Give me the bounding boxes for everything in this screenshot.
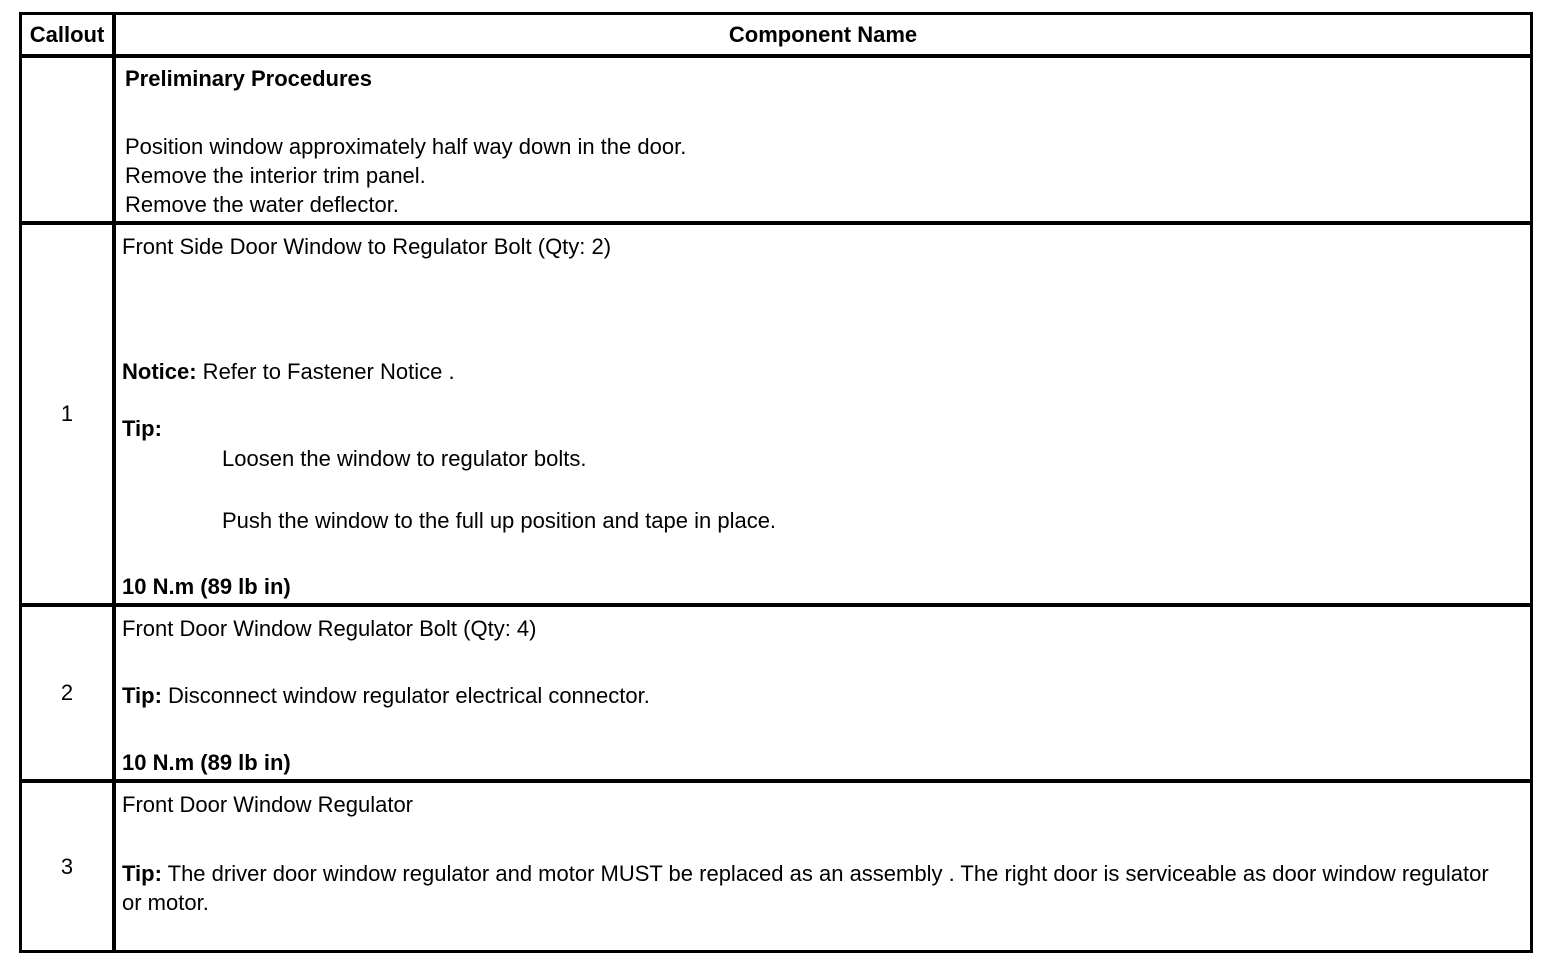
preliminary-content bbox=[116, 58, 1530, 221]
tip-text: Disconnect window regulator electrical connector. bbox=[161, 683, 650, 708]
tip-step: Push the window to the full up position and tape in place. bbox=[222, 508, 777, 533]
preliminary-title: Preliminary Procedures bbox=[125, 66, 373, 91]
preliminary-step: Position window approximately half way down in the door. bbox=[125, 134, 687, 159]
notice-text: Refer to Fastener Notice . bbox=[196, 359, 455, 384]
callout-number: 2 bbox=[22, 607, 116, 779]
preliminary-callout-cell bbox=[22, 58, 116, 221]
table-row bbox=[22, 783, 1530, 950]
header-component-name: Component Name bbox=[728, 21, 918, 47]
tip-label: Tip: bbox=[122, 416, 162, 441]
torque-spec: 10 N.m (89 lb in) bbox=[122, 574, 291, 599]
component-name: Front Side Door Window to Regulator Bolt (Qty: 2) bbox=[122, 234, 612, 259]
notice-line bbox=[122, 359, 455, 385]
table-row bbox=[22, 225, 1530, 607]
torque-spec: 10 N.m (89 lb in) bbox=[122, 750, 291, 775]
header-callout: Callout bbox=[22, 15, 116, 54]
component-name: Front Door Window Regulator Bolt (Qty: 4) bbox=[122, 616, 537, 641]
tip-label: Tip: bbox=[122, 861, 162, 886]
tip-text: The driver door window regulator and motor MUST be replaced as an assembly . The right door is serviceable as door window regulator or motor. bbox=[122, 861, 1489, 915]
row-content bbox=[116, 607, 1530, 779]
notice-label: Notice: bbox=[122, 359, 197, 384]
component-table bbox=[19, 12, 1533, 953]
callout-number: 1 bbox=[22, 225, 116, 603]
callout-number: 3 bbox=[22, 783, 116, 950]
tip-label: Tip: bbox=[122, 683, 162, 708]
preliminary-step: Remove the interior trim panel. bbox=[125, 163, 426, 188]
table-row bbox=[22, 607, 1530, 783]
row-content bbox=[116, 225, 1530, 603]
preliminary-step: Remove the water deflector. bbox=[125, 192, 399, 217]
component-name: Front Door Window Regulator bbox=[122, 792, 414, 817]
tip-step: Loosen the window to regulator bolts. bbox=[222, 446, 587, 471]
tip-line bbox=[122, 859, 1507, 917]
tip-line bbox=[122, 683, 650, 709]
preliminary-row bbox=[22, 58, 1530, 225]
row-content bbox=[116, 783, 1530, 950]
table-header-row bbox=[22, 15, 1530, 58]
